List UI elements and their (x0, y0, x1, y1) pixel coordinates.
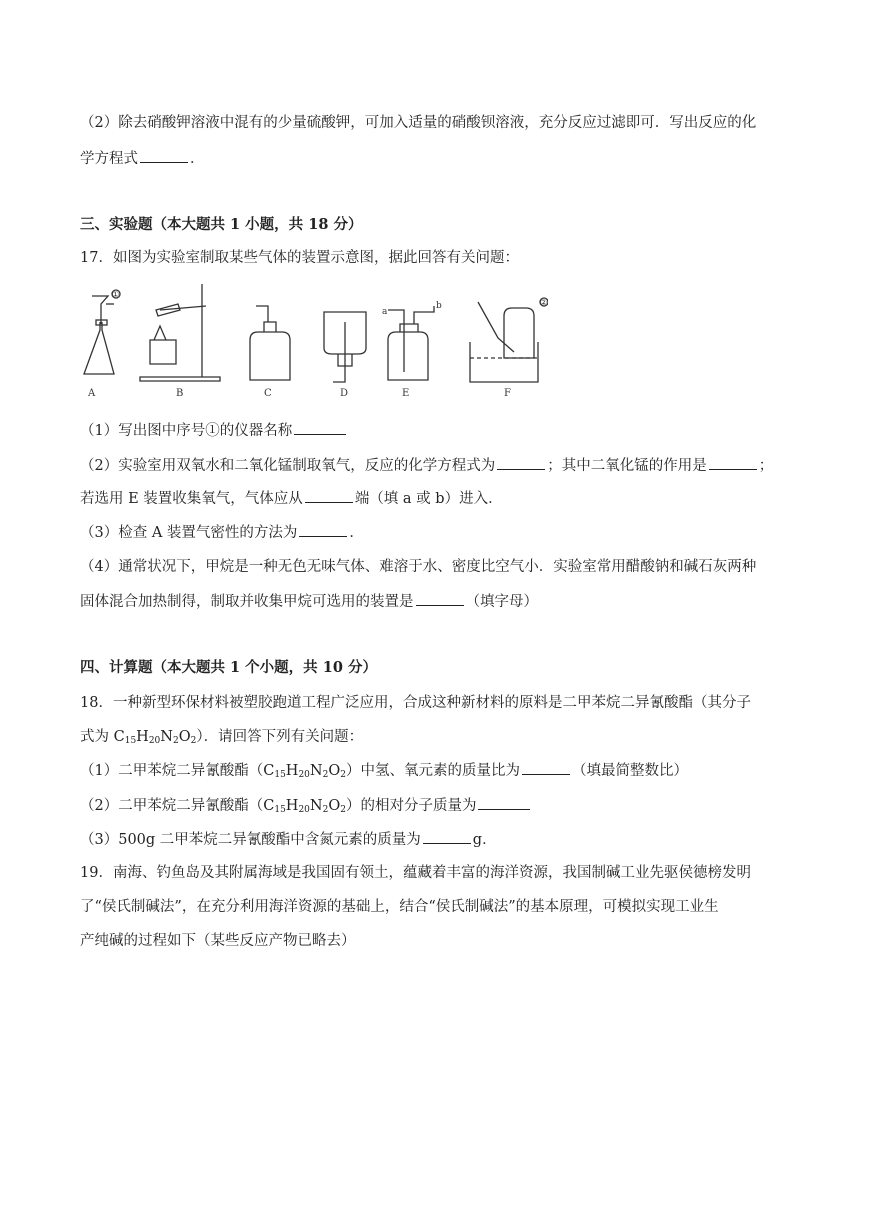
q17-p2-suffix: ； (758, 458, 774, 474)
answer-blank[interactable] (709, 455, 757, 470)
q18-p3-suffix: g． (472, 832, 497, 848)
q18-part3 (80, 829, 497, 850)
mark-one: ① (112, 290, 120, 299)
answer-blank[interactable] (497, 455, 545, 470)
q19-line3: 产纯碱的过程如下（某些反应产物已略去） (80, 933, 356, 949)
formula: $C_{15}H_{20}N_2O_2$ (113, 729, 197, 746)
q18-line1: 18．一种新型环保材料被塑胶跑道工程广泛应用，合成这种新材料的原料是二甲苯烷二异氰酸酯（其分子 (80, 695, 751, 711)
q17-part2-line2 (80, 488, 503, 509)
q17-p1-prefix: （1）写出图中序号①的仪器名称 (80, 423, 293, 439)
q17-part4-line2 (80, 591, 538, 612)
answer-blank[interactable] (423, 829, 471, 844)
q16-part2-suffix: ． (190, 151, 205, 167)
answer-blank[interactable] (478, 795, 530, 810)
q17-p3-suffix: ． (349, 525, 364, 541)
q16-part2-line1: （2）除去硝酸钾溶液中混有的少量硫酸钾，可加入适量的硝酸钡溶液，充分反应过滤即可．写出反应的化 (80, 115, 757, 131)
q17-p4-prefix: 固体混合加热制得，制取并收集甲烷可选用的装置是 (80, 594, 414, 610)
q17-part3 (80, 522, 364, 543)
q17-part2-line1 (80, 455, 773, 476)
q17-p2-mid: ；其中二氧化锰的作用是 (547, 458, 707, 474)
mark-a: a (382, 307, 388, 317)
mark-two: ② (540, 298, 548, 307)
q17-p2-prefix: （2）实验室用双氧水和二氧化锰制取氧气，反应的化学方程式为 (80, 458, 496, 474)
q17-p3-prefix: （3）检查 A 装置气密性的方法为 (80, 525, 298, 541)
label-f: F (504, 388, 511, 399)
label-d: D (340, 388, 349, 399)
apparatus-diagram (78, 282, 548, 400)
mark-b: b (436, 301, 442, 311)
q18-l2-suffix: ）．请回答下列有关问题： (196, 729, 364, 745)
answer-blank[interactable] (416, 591, 464, 606)
q18-p3-prefix: （3）500g 二甲苯烷二异氰酸酯中含氮元素的质量为 (80, 832, 421, 848)
section-4-heading: 四、计算题（本大题共 1 个小题，共 10 分） (80, 659, 377, 676)
section-3-heading: 三、实验题（本大题共 1 小题，共 18 分） (80, 216, 363, 233)
q16-part2-prefix: 学方程式 (80, 151, 138, 167)
answer-blank[interactable] (299, 522, 347, 537)
label-e: E (402, 388, 410, 399)
q18-p2-mid: ）的相对分子质量为 (345, 798, 477, 814)
answer-blank[interactable] (140, 148, 188, 163)
q17-p2-l2-suffix: 端（填 a 或 b）进入． (354, 491, 503, 507)
q18-p2-prefix: （2）二甲苯烷二异氰酸酯（ (80, 798, 264, 814)
q18-formula-intro: 式为 (80, 729, 114, 745)
answer-blank[interactable] (294, 420, 346, 435)
q16-part2-line2 (80, 148, 205, 169)
q18-line2 (80, 727, 363, 747)
q18-p1-mid: ）中氢、氧元素的质量比为 (345, 763, 520, 779)
q17-p2-l2-prefix: 若选用 E 装置收集氧气，气体应从 (80, 491, 303, 507)
q18-p1-suffix: （填最简整数比） (571, 763, 688, 779)
answer-blank[interactable] (305, 488, 353, 503)
formula: $C_{15}H_{20}N_2O_2$ (263, 763, 346, 780)
q17-part4-line1: （4）通常状况下，甲烷是一种无色无味气体、难溶于水、密度比空气小．实验室常用醋酸钠和碱石灰两种 (80, 559, 757, 575)
q17-part1 (80, 420, 348, 441)
q18-part1 (80, 760, 688, 781)
q17-stem: 17．如图为实验室制取某些气体的装置示意图，据此回答有关问题： (80, 250, 519, 266)
apparatus-figure (78, 282, 548, 400)
answer-blank[interactable] (522, 760, 570, 775)
label-b: B (176, 388, 184, 399)
formula: $C_{15}H_{20}N_2O_2$ (263, 798, 346, 815)
q19-line2: 了“侯氏制碱法”，在充分利用海洋资源的基础上，结合“侯氏制碱法”的基本原理，可模拟实现工业生 (80, 899, 719, 915)
label-a: A (88, 388, 96, 399)
q19-line1: 19．南海、钓鱼岛及其附属海域是我国固有领土，蕴藏着丰富的海洋资源，我国制碱工业先驱侯德榜发明 (80, 865, 751, 881)
q18-p1-prefix: （1）二甲苯烷二异氰酸酯（ (80, 763, 264, 779)
label-c: C (264, 388, 272, 399)
q17-p4-suffix: （填字母） (465, 594, 538, 610)
q18-part2 (80, 795, 532, 816)
